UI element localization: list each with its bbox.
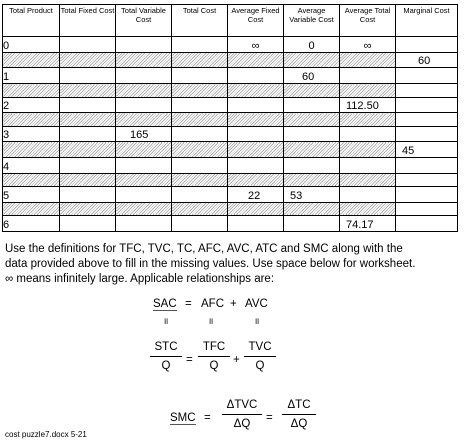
cell-afc: [228, 158, 284, 174]
cell-atc: [340, 126, 396, 142]
cell-mc-blank: [396, 158, 458, 174]
table-row: [3, 216, 458, 232]
table-row: [3, 68, 458, 84]
avc-term: AVC: [245, 298, 268, 310]
cell-avc: [284, 126, 340, 142]
cell-tvc: 165: [116, 126, 172, 142]
cell-q: 3: [3, 126, 60, 142]
stc-over-q: STC Q: [150, 341, 182, 372]
cell-q: 6: [3, 216, 60, 232]
header-row: [3, 5, 458, 37]
cell-afc: [228, 216, 284, 232]
header-total-fixed-cost: Total Fixed Cost: [60, 5, 116, 37]
cell-tc: [172, 37, 228, 53]
cell-tvc: [116, 68, 172, 84]
cell-tfc: [60, 158, 116, 174]
table-row: [3, 84, 458, 97]
table-row: [3, 97, 458, 113]
cell-tfc: [60, 126, 116, 142]
cell-mc: [396, 84, 458, 97]
cell-afc: [228, 126, 284, 142]
header-average-total-cost: Average Total Cost: [340, 5, 396, 37]
cell-atc: ∞: [340, 37, 396, 53]
cell-mc: 45: [396, 142, 458, 158]
instructions-line: data provided above to fill in the missing values. Use space below for worksheet.: [5, 258, 416, 270]
cell-tfc: [60, 37, 116, 53]
table-row: [3, 52, 458, 68]
cell-tc: [172, 68, 228, 84]
table-row: [3, 158, 458, 174]
cell-mc-blank: [396, 68, 458, 84]
cell-q: 1: [3, 68, 60, 84]
cell-atc: [340, 187, 396, 203]
cell-tc: [172, 187, 228, 203]
tfc-over-q: TFC Q: [198, 341, 230, 372]
smc-term: SMC: [170, 412, 196, 424]
cell-afc: ∞: [228, 37, 284, 53]
identity-mark: ॥: [254, 316, 260, 326]
cell-tfc: [60, 187, 116, 203]
cell-atc: 74.17: [340, 216, 396, 232]
instructions-line: Use the definitions for TFC, TVC, TC, AFC, AVC, ATC and SMC along with the: [5, 243, 403, 255]
cell-mc: [396, 113, 458, 126]
table-row: [3, 173, 458, 186]
cell-tfc: [60, 216, 116, 232]
cell-tfc: [60, 68, 116, 84]
header-marginal-cost: Marginal Cost: [396, 5, 458, 37]
cell-tc: [172, 158, 228, 174]
cell-mc-blank: [396, 37, 458, 53]
cell-mc-blank: [396, 187, 458, 203]
tvc-over-q: TVC Q: [244, 341, 276, 372]
dtvc-over-dq: ΔTVC ΔQ: [222, 399, 262, 430]
table-row: [3, 187, 458, 203]
plus-sign: +: [233, 354, 240, 366]
cell-tvc: [116, 216, 172, 232]
cell-afc: [228, 97, 284, 113]
cell-avc: 0: [284, 37, 340, 53]
equals-sign: =: [204, 412, 211, 424]
table-row: [3, 113, 458, 126]
table-row: [3, 126, 458, 142]
cell-tfc: [60, 97, 116, 113]
cell-q: 2: [3, 97, 60, 113]
header-total-cost: Total Cost: [172, 5, 228, 37]
sac-term: SAC: [153, 298, 177, 310]
cell-q: 4: [3, 158, 60, 174]
table-row: [3, 202, 458, 215]
cell-tvc: [116, 97, 172, 113]
cell-tc: [172, 97, 228, 113]
cell-avc: [284, 216, 340, 232]
equals-sign: =: [186, 354, 193, 366]
cell-mc-blank: [396, 97, 458, 113]
dtc-over-dq: ΔTC ΔQ: [282, 399, 316, 430]
cell-afc: [228, 68, 284, 84]
instructions-line: ∞ means infinitely large. Applicable relationships are:: [5, 273, 275, 285]
cell-avc: [284, 158, 340, 174]
cell-q: 0: [3, 37, 60, 53]
cell-afc: 22: [228, 187, 284, 203]
cell-mc: [396, 202, 458, 215]
cell-q: 5: [3, 187, 60, 203]
cell-tc: [172, 126, 228, 142]
cell-atc: [340, 68, 396, 84]
identity-mark: ॥: [208, 316, 214, 326]
cell-avc: [284, 97, 340, 113]
cost-table: [2, 4, 458, 232]
cell-tc: [172, 216, 228, 232]
cell-mc-blank: [396, 216, 458, 232]
plus-sign: +: [230, 298, 237, 310]
cell-mc: [396, 173, 458, 186]
cell-avc: 60: [284, 68, 340, 84]
header-total-product: Total Product: [3, 5, 60, 37]
instructions: [5, 242, 460, 287]
cell-mc-blank: [396, 126, 458, 142]
cell-tvc: [116, 37, 172, 53]
table-row: [3, 37, 458, 53]
equals-sign: =: [185, 298, 192, 310]
afc-term: AFC: [201, 298, 224, 310]
header-average-variable-cost: Average Variable Cost: [284, 5, 340, 37]
cell-tvc: [116, 187, 172, 203]
cell-mc: 60: [396, 52, 458, 68]
table-row: [3, 142, 458, 158]
header-average-fixed-cost: Average Fixed Cost: [228, 5, 284, 37]
equals-sign: =: [266, 412, 273, 424]
cell-avc: 53: [284, 187, 340, 203]
cell-atc: [340, 158, 396, 174]
identity-mark: ॥: [163, 316, 169, 326]
cell-atc: 112.50: [340, 97, 396, 113]
header-total-variable-cost: Total Variable Cost: [116, 5, 172, 37]
footer-filename: cost puzzle7.docx 5-21: [5, 430, 87, 439]
cell-tvc: [116, 158, 172, 174]
